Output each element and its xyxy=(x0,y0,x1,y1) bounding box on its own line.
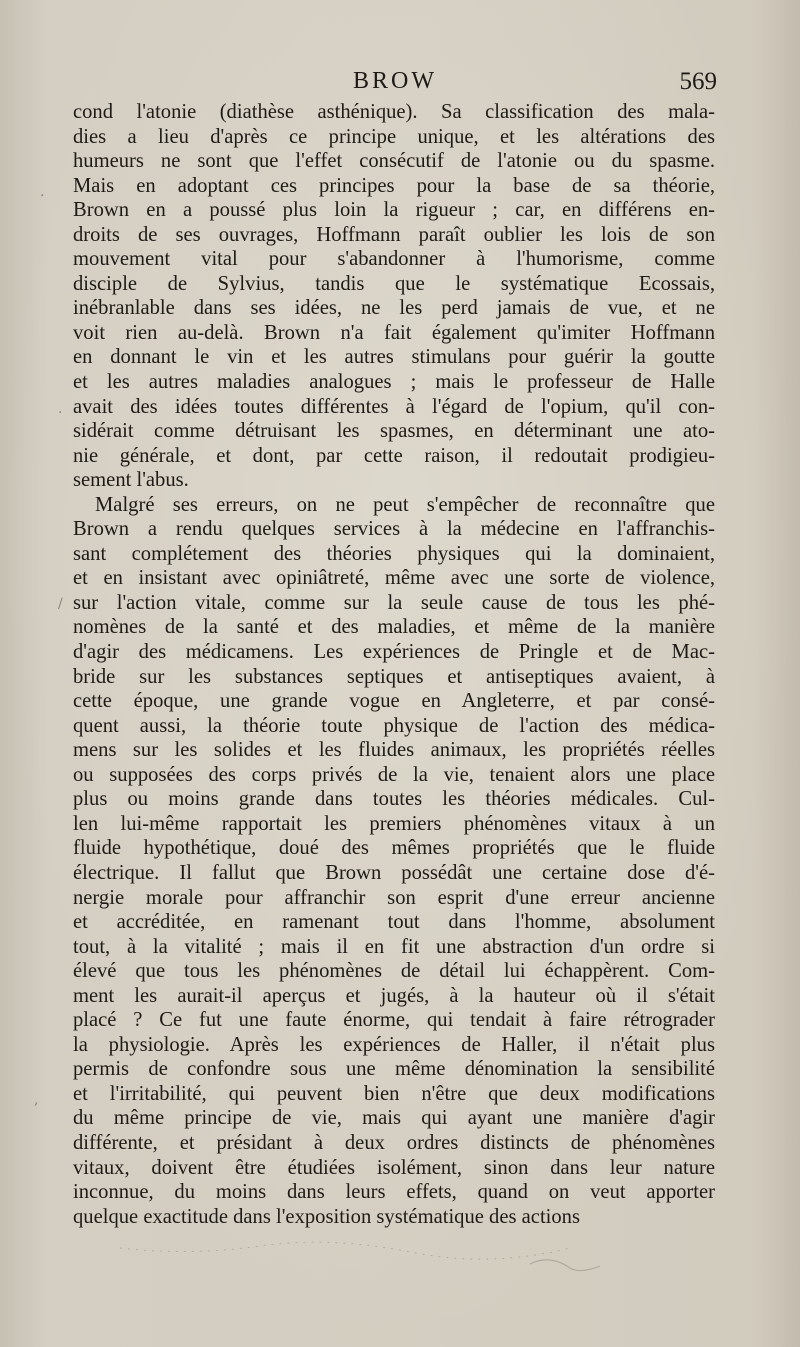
running-head xyxy=(73,68,717,102)
text-line: d'agir des médicamens. Les expériences de Pringle et de Mac- xyxy=(73,641,715,664)
text-line: tout, à la vitalité ; mais il en fit une abstraction d'un ordre si xyxy=(73,935,715,958)
margin-speck: · xyxy=(58,405,63,421)
running-head-title: BROW xyxy=(353,68,437,94)
bleed-through-smudge xyxy=(110,1238,670,1278)
text-line: disciple de Sylvius, tandis que le systématique Ecossais, xyxy=(73,272,715,295)
text-line: ment les aurait-il aperçus et jugés, à la hauteur où il s'était xyxy=(73,984,715,1007)
text-line: fluide hypothétique, doué des mêmes propriétés que le fluide xyxy=(73,837,715,860)
text-line: humeurs ne sont que l'effet consécutif de l'atonie ou du spasme. xyxy=(73,150,715,173)
text-line: Brown a rendu quelques services à la médecine en l'affranchis- xyxy=(73,518,715,541)
text-line: élevé que tous les phénomènes de détail lui échappèrent. Com- xyxy=(73,960,715,983)
text-line: et les autres maladies analogues ; mais le professeur de Halle xyxy=(73,371,715,394)
text-line: Brown en a poussé plus loin la rigueur ; car, en différens en- xyxy=(73,199,715,222)
text-line: nomènes de la santé et des maladies, et même de la manière xyxy=(73,616,715,639)
page-number: 569 xyxy=(679,68,717,95)
text-line: voit rien au-delà. Brown n'a fait également qu'imiter Hoffmann xyxy=(73,321,715,344)
text-line: et en insistant avec opiniâtreté, même avec une sorte de violence, xyxy=(73,567,715,590)
text-line: quent aussi, la théorie toute physique de l'action des médica- xyxy=(73,714,715,737)
text-line: inconnue, du moins dans leurs effets, quand on veut apporter xyxy=(73,1181,715,1204)
text-line: ou supposées des corps privés de la vie, tenaient alors une place xyxy=(73,763,715,786)
text-line: Mais en adoptant ces principes pour la base de sa théorie, xyxy=(73,174,715,197)
text-line: avait des idées toutes différentes à l'égard de l'opium, qu'il con- xyxy=(73,395,715,418)
text-line: dies a lieu d'après ce principe unique, et les altérations des xyxy=(73,125,715,148)
paragraph xyxy=(73,100,715,493)
text-line: permis de confondre sous une même dénomination la sensibilité xyxy=(73,1058,715,1081)
text-line: mens sur les solides et les fluides animaux, les propriétés réelles xyxy=(73,739,715,762)
text-line: bride sur les substances septiques et antiseptiques avaient, à xyxy=(73,665,715,688)
text-line: len lui-même rapportait les premiers phénomènes vitaux à un xyxy=(73,812,715,835)
text-line: électrique. Il fallut que Brown possédât une certaine dose d'é- xyxy=(73,861,715,884)
text-line: et l'irritabilité, qui peuvent bien n'être que deux modifications xyxy=(73,1082,715,1105)
text-line: plus ou moins grande dans toutes les théories médicales. Cul- xyxy=(73,788,715,811)
text-line: sur l'action vitale, comme sur la seule cause de tous les phé- xyxy=(73,591,715,614)
text-line: différente, et présidant à deux ordres distincts de phénomènes xyxy=(73,1131,715,1154)
paragraph xyxy=(73,493,715,1229)
text-line: cond l'atonie (diathèse asthénique). Sa classification des mala- xyxy=(73,101,715,123)
text-line: inébranlable dans ses idées, ne les perd jamais de vue, et ne xyxy=(73,297,715,320)
text-line: droits de ses ouvrages, Hoffmann paraît oublier les lois de son xyxy=(73,223,715,246)
text-line: quelque exactitude dans l'exposition systématique des actions xyxy=(73,1205,580,1228)
text-line: nergie morale pour affranchir son esprit d'une erreur ancienne xyxy=(73,886,715,909)
text-line: en donnant le vin et les autres stimulans pour guérir la goutte xyxy=(73,346,715,369)
margin-speck: / xyxy=(58,596,63,612)
margin-speck: · xyxy=(40,188,45,204)
margin-speck: , xyxy=(34,1092,39,1108)
text-line: Malgré ses erreurs, on ne peut s'empêcher de reconnaître que xyxy=(95,493,715,516)
text-line: cette époque, une grande vogue en Angleterre, et par consé- xyxy=(73,690,715,713)
text-line: la physiologie. Après les expériences de Haller, il n'était plus xyxy=(73,1033,715,1056)
text-line: vitaux, doivent être étudiées isolément, sinon dans leur nature xyxy=(73,1156,715,1179)
text-line: sidérait comme détruisant les spasmes, en déterminant une ato- xyxy=(73,420,715,443)
body-text xyxy=(73,100,715,1229)
text-line: nie générale, et dont, par cette raison, il redoutait prodigieu- xyxy=(73,444,715,467)
text-line: mouvement vital pour s'abandonner à l'humorisme, comme xyxy=(73,248,715,271)
text-line: placé ? Ce fut une faute énorme, qui tendait à faire rétrograder xyxy=(73,1009,715,1032)
text-line: et accréditée, en ramenant tout dans l'homme, absolument xyxy=(73,911,715,934)
text-line: sement l'abus. xyxy=(73,469,189,492)
text-line: du même principe de vie, mais qui ayant une manière d'agir xyxy=(73,1107,715,1130)
text-line: sant complétement des théories physiques qui la dominaient, xyxy=(73,542,715,565)
